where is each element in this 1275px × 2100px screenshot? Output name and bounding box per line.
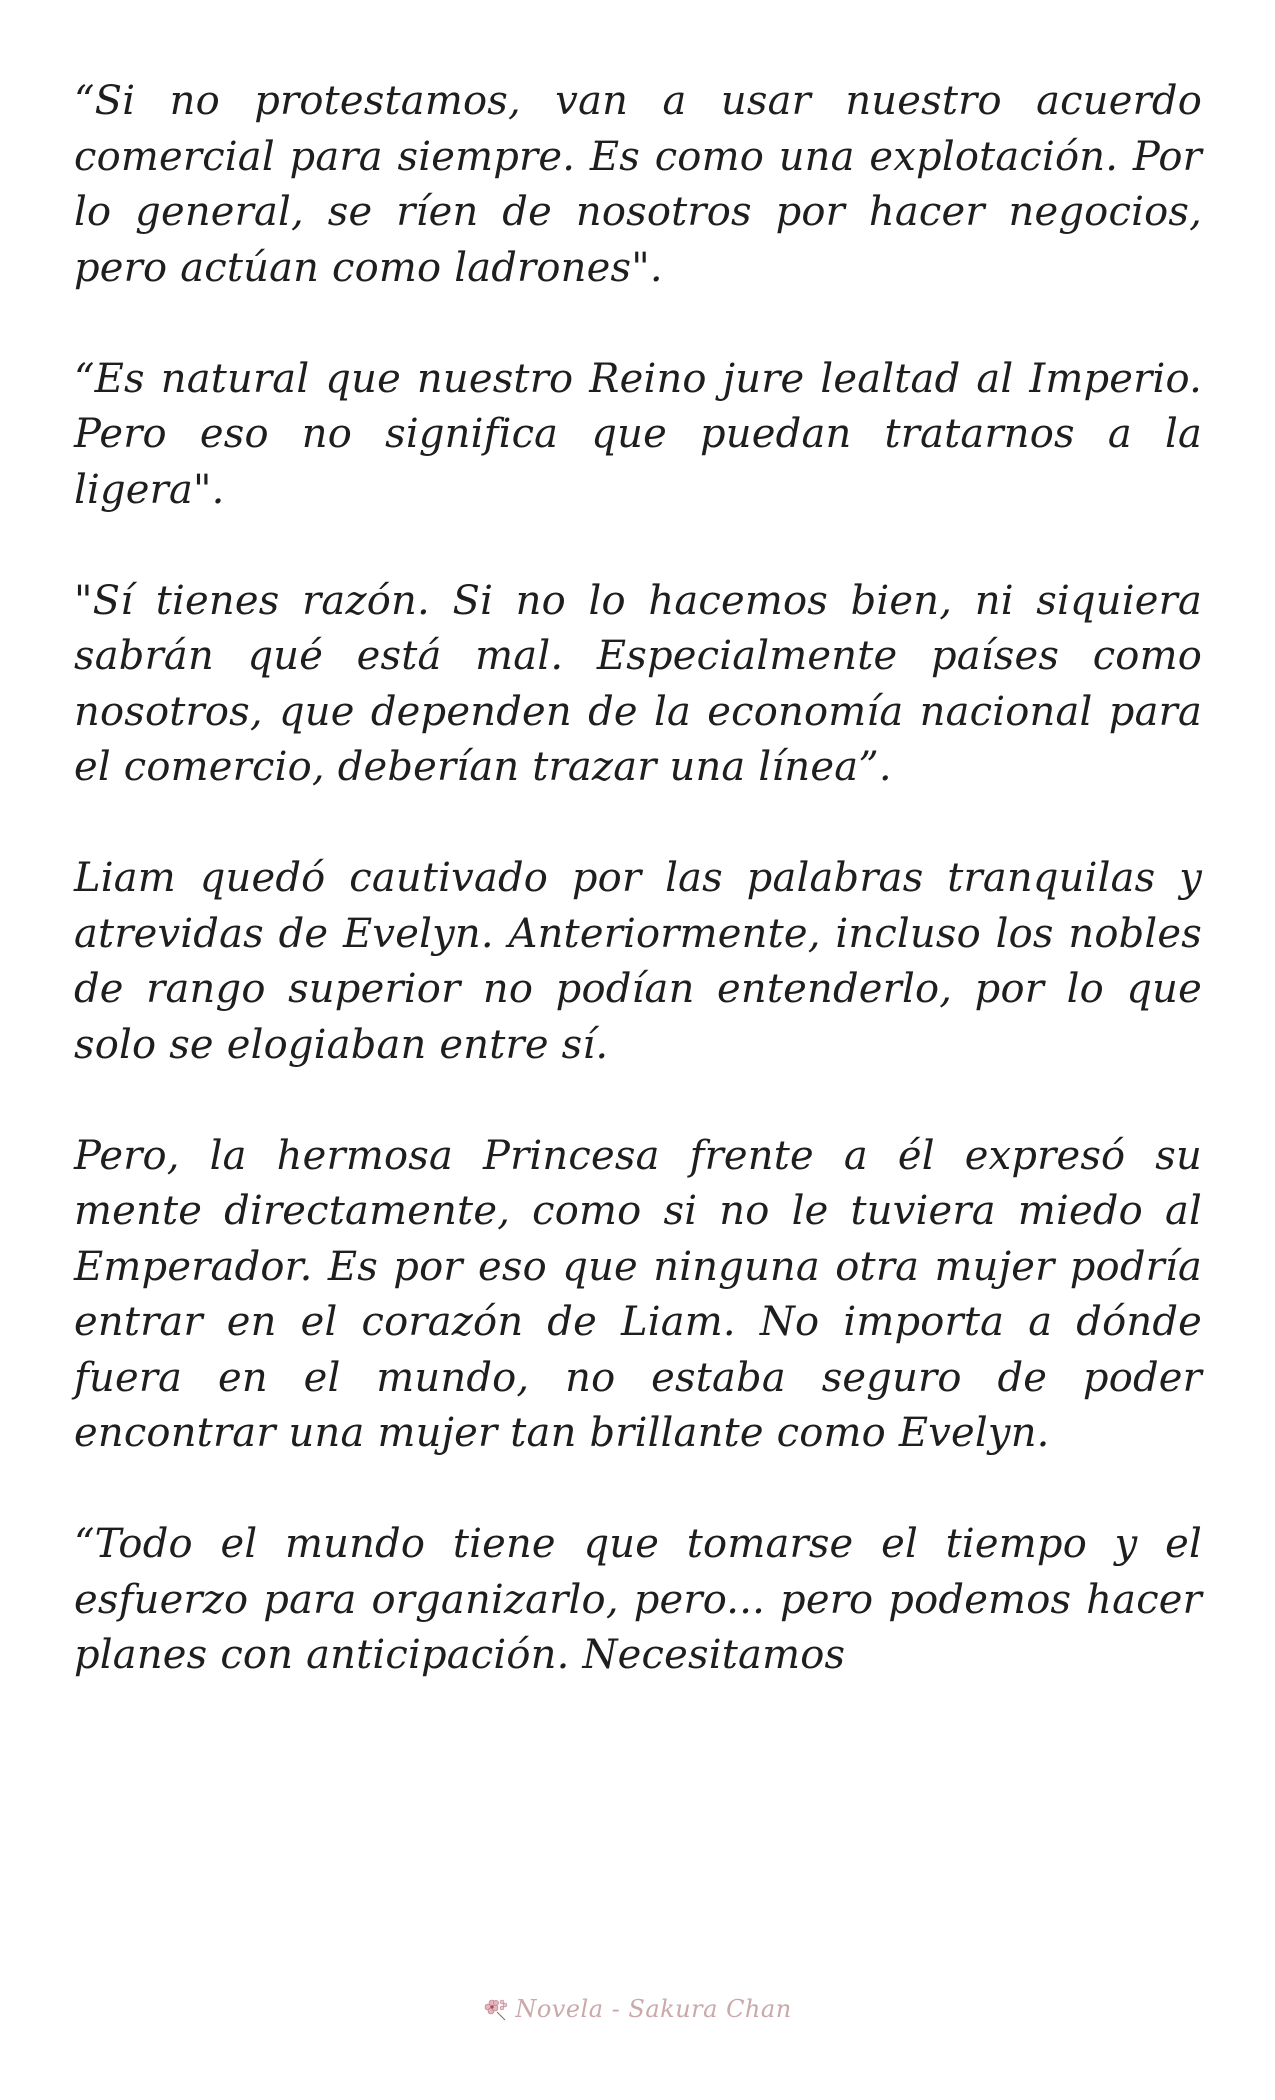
paragraph-5: Pero, la hermosa Princesa frente a él expresó su mente directamente, como si no le tuviera miedo al Emperador. Es por eso que ninguna otra mujer podría entrar en el corazón de Liam. No importa a dónde fuera en el mundo, no estaba seguro de poder encontrar una mujer tan brillante como Evelyn.: [74, 1132, 1202, 1456]
watermark-footer: [0, 1995, 1275, 2023]
paragraph-1: “Si no protestamos, van a usar nuestro acuerdo comercial para siempre. Es como una explotación. Por lo general, se ríen de nosotros por hacer negocios, pero actúan como ladrones".: [74, 78, 1202, 291]
paragraph-2: “Es natural que nuestro Reino jure lealtad al Imperio. Pero eso no significa que puedan tratarnos a la ligera".: [74, 355, 1202, 513]
paragraph-4: Liam quedó cautivado por las palabras tranquilas y atrevidas de Evelyn. Anteriormente, incluso los nobles de rango superior no podían entenderlo, por lo que solo se elogiaban entre sí.: [74, 855, 1202, 1068]
sakura-flower-icon: [483, 1996, 509, 2022]
watermark-text: Novela - Sakura Chan: [515, 1995, 792, 2023]
paragraph-3: "Sí tienes razón. Si no lo hacemos bien, ni siquiera sabrán qué está mal. Especialmente países como nosotros, que dependen de la economía nacional para el comercio, deberían trazar una línea”.: [74, 577, 1202, 790]
novel-page-text: [74, 74, 1202, 1739]
paragraph-6: “Todo el mundo tiene que tomarse el tiempo y el esfuerzo para organizarlo, pero... pero podemos hacer planes con anticipación. Necesitamos: [74, 1521, 1202, 1678]
